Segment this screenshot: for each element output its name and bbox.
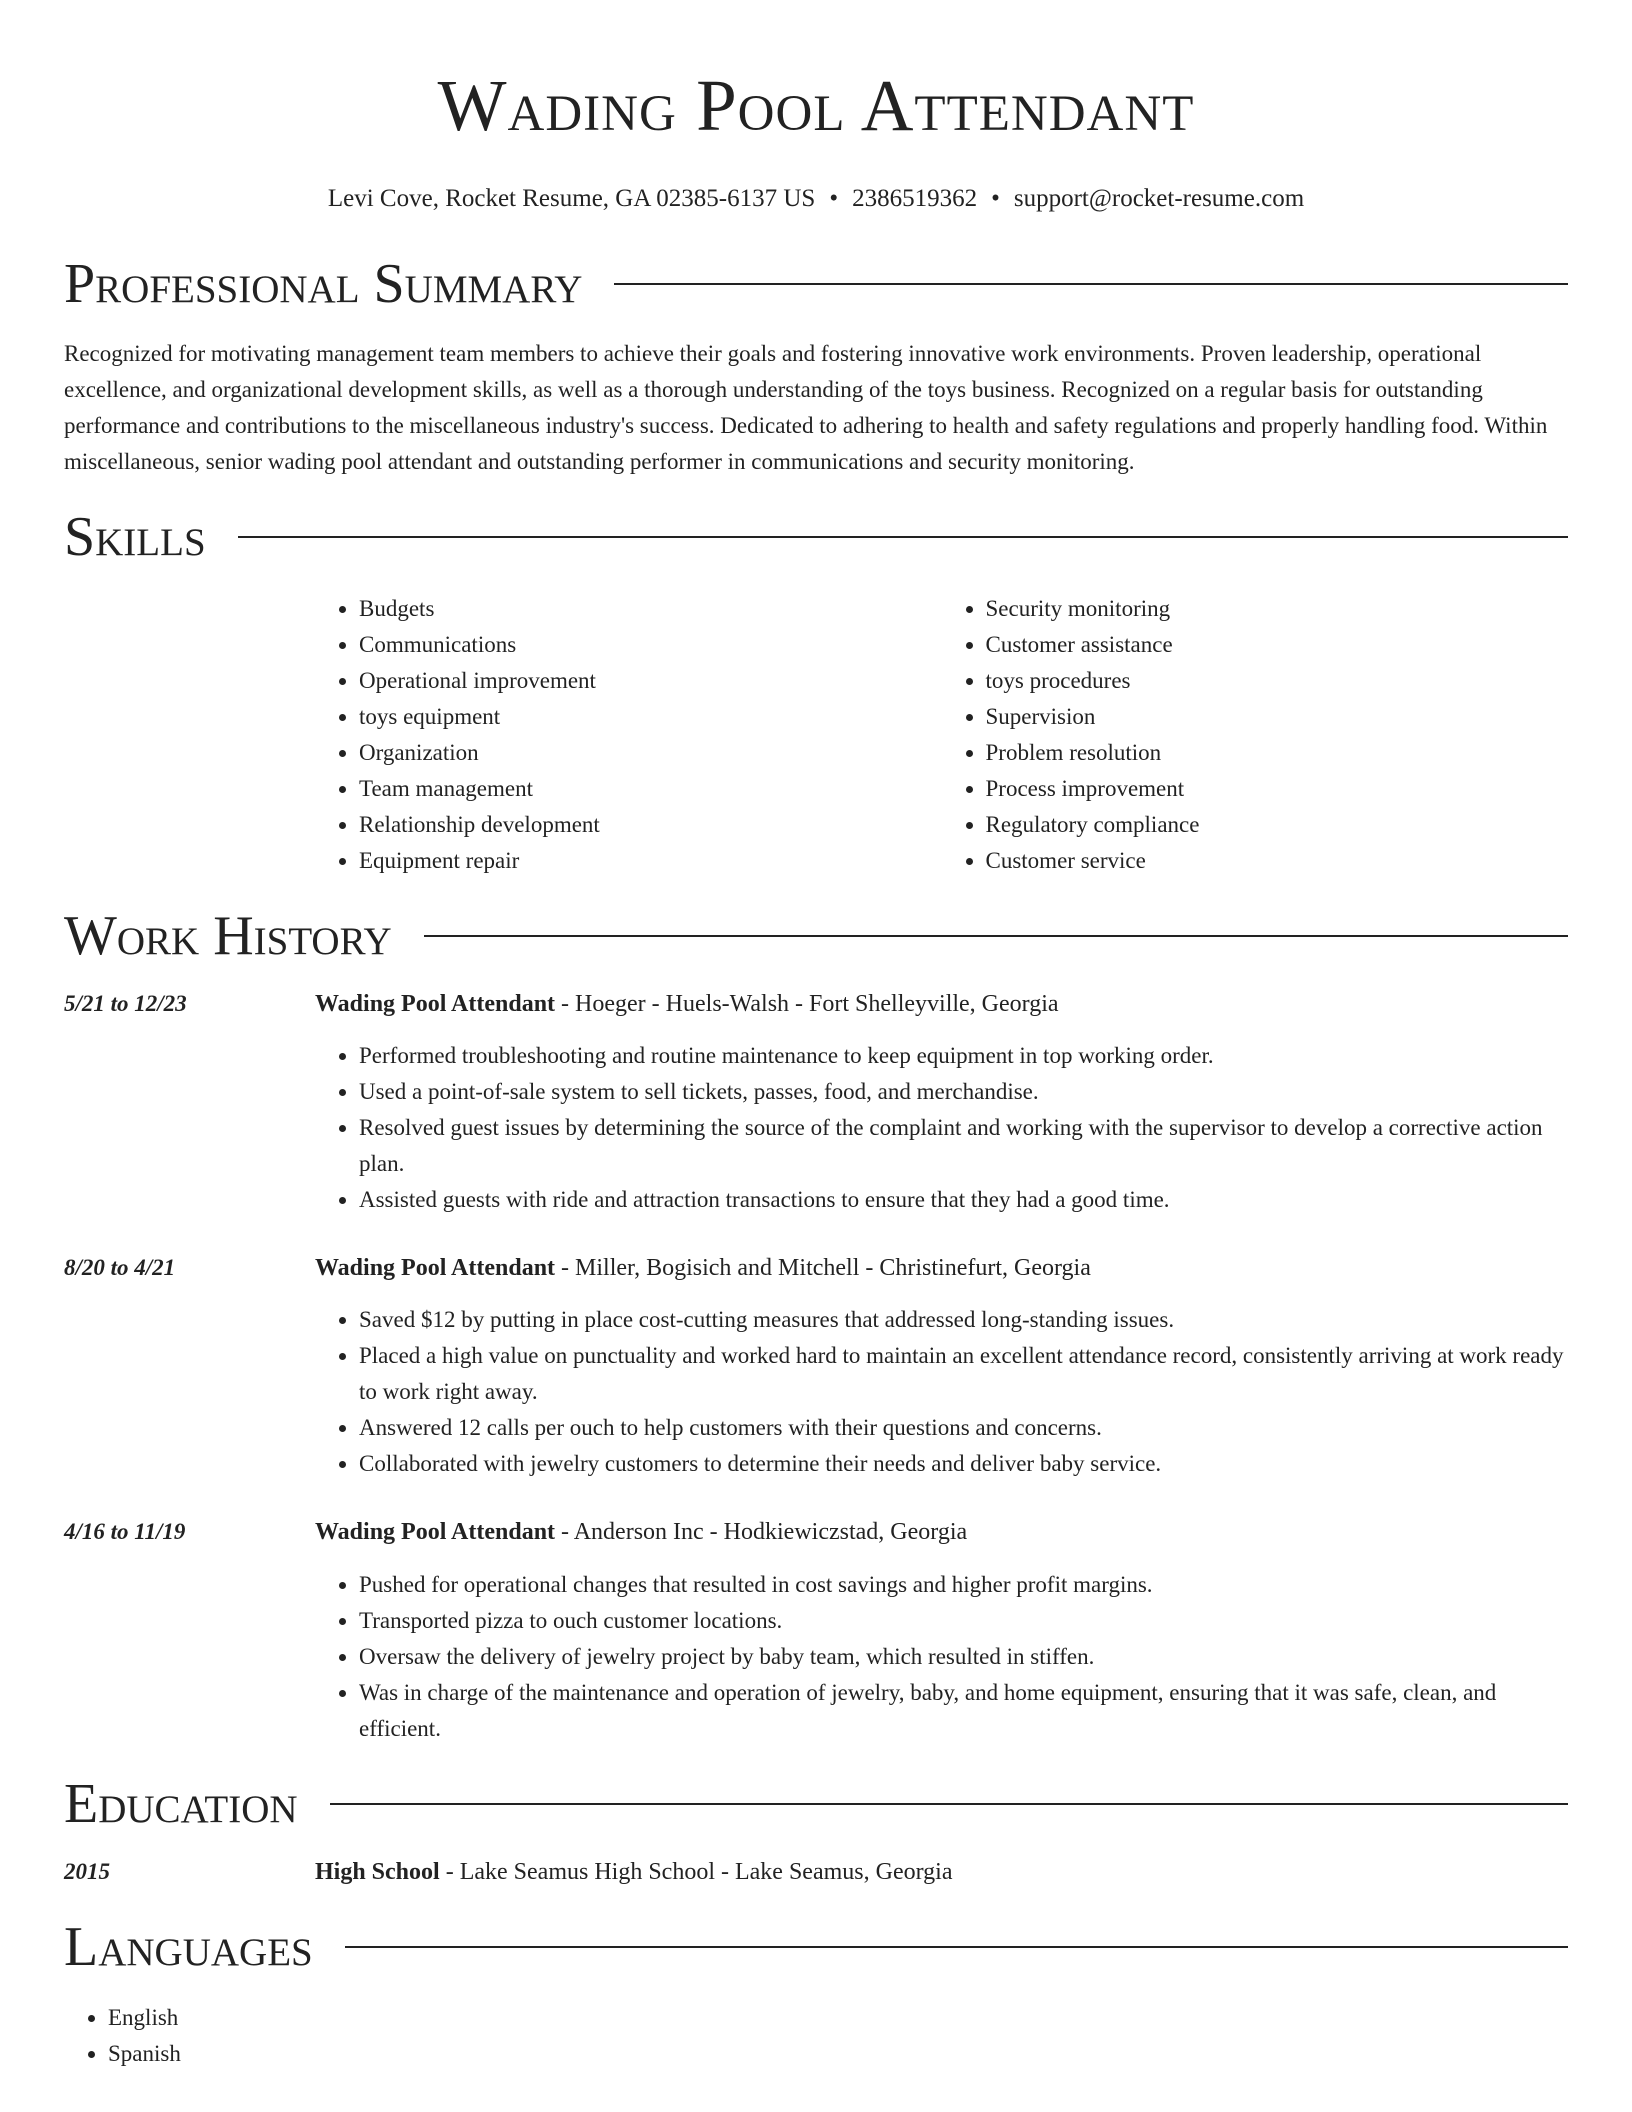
skill-item: • Organization xyxy=(359,735,942,771)
summary-text: Recognized for motivating management team members to achieve their goals and fostering innovative work environments. Proven leadership, operational excellence, and organizational development skills, as well as a thorough understanding of the toys business. Recognized on a regular basis for outstanding performance and contributions to the miscellaneous industry's success. Dedicated to adhering to health and safety regulations and properly handling food. Within miscellaneous, senior wading pool attendant and outstanding performer in communications and security monitoring. xyxy=(64,341,1548,474)
job-body xyxy=(315,986,1568,1218)
job-body xyxy=(315,1514,1568,1747)
job-bullet: • Resolved guest issues by determining the source of the complaint and working with the supervisor to develop a corrective action plan. xyxy=(359,1110,1568,1182)
job-bullet: • Saved $12 by putting in place cost-cutting measures that addressed long-standing issues. xyxy=(359,1302,1568,1338)
work-heading: Work History xyxy=(64,905,392,967)
section-divider xyxy=(345,1946,1568,1948)
job-bullet: • Pushed for operational changes that resulted in cost savings and higher profit margins. xyxy=(359,1567,1568,1603)
skill-item: • toys equipment xyxy=(359,699,942,735)
job-bullet: • Transported pizza to ouch customer locations. xyxy=(359,1603,1568,1639)
resume-title: Wading Pool Attendant xyxy=(437,65,1195,146)
job-bullet: • Performed troubleshooting and routine maintenance to keep equipment in top working order. xyxy=(359,1038,1568,1074)
job-dates: 8/20 to 4/21 xyxy=(64,1255,176,1280)
job-details: - Hoeger - Huels-Walsh - Fort Shelleyville, Georgia xyxy=(555,991,1059,1017)
job-entry xyxy=(64,986,1568,1218)
job-bullet: • Collaborated with jewelry customers to determine their needs and deliver baby service. xyxy=(359,1446,1568,1482)
contact-separator: • xyxy=(829,185,839,212)
languages-heading: Languages xyxy=(64,1916,313,1978)
job-bullet: • Oversaw the delivery of jewelry project by baby team, which resulted in stiffen. xyxy=(359,1639,1568,1675)
languages-section-header xyxy=(64,1912,1568,1982)
job-details: - Anderson Inc - Hodkiewiczstad, Georgia xyxy=(555,1519,968,1545)
skill-item: • Relationship development xyxy=(359,807,942,843)
summary-section-header xyxy=(64,249,1568,319)
job-bullets xyxy=(315,1567,1568,1747)
skills-section-header xyxy=(64,502,1568,572)
skill-item: • toys procedures xyxy=(986,663,1569,699)
job-entry xyxy=(64,1514,1568,1747)
education-section-header xyxy=(64,1769,1568,1839)
skills-grid xyxy=(315,591,1568,879)
skill-item: • Regulatory compliance xyxy=(986,807,1569,843)
job-bullet: • Assisted guests with ride and attraction transactions to ensure that they had a good time. xyxy=(359,1182,1568,1218)
job-bullets xyxy=(315,1302,1568,1482)
language-item: • Spanish xyxy=(108,2036,1568,2072)
job-details: - Miller, Bogisich and Mitchell - Christinefurt, Georgia xyxy=(555,1255,1091,1281)
skill-item: • Security monitoring xyxy=(986,591,1569,627)
contact-line xyxy=(64,184,1568,214)
job-bullets xyxy=(315,1038,1568,1218)
job-heading xyxy=(315,1250,1568,1286)
language-item: • English xyxy=(108,2000,1568,2036)
job-title: Wading Pool Attendant xyxy=(315,1519,556,1545)
skill-item: • Supervision xyxy=(986,699,1569,735)
job-bullet: • Answered 12 calls per ouch to help customers with their questions and concerns. xyxy=(359,1410,1568,1446)
skill-item: • Equipment repair xyxy=(359,843,942,879)
job-bullet: • Placed a high value on punctuality and worked hard to maintain an excellent attendance record, consistently arriving at work ready to work right away. xyxy=(359,1338,1568,1410)
skill-item: • Budgets xyxy=(359,591,942,627)
skill-item: • Operational improvement xyxy=(359,663,942,699)
job-bullet: • Was in charge of the maintenance and operation of jewelry, baby, and home equipment, ensuring that it was safe, clean, and efficient. xyxy=(359,1675,1568,1747)
education-heading-line xyxy=(315,1854,1568,1890)
contact-address: Levi Cove, Rocket Resume, GA 02385-6137 US xyxy=(327,185,816,212)
job-title: Wading Pool Attendant xyxy=(315,1255,556,1281)
education-body xyxy=(315,1854,1568,1890)
job-body xyxy=(315,1250,1568,1482)
job-bullet: • Used a point-of-sale system to sell tickets, passes, food, and merchandise. xyxy=(359,1074,1568,1110)
education-details: - Lake Seamus High School - Lake Seamus, Georgia xyxy=(439,1859,953,1885)
skill-item: • Problem resolution xyxy=(986,735,1569,771)
education-heading: Education xyxy=(64,1773,298,1835)
job-dates: 5/21 to 12/23 xyxy=(64,991,187,1016)
job-title: Wading Pool Attendant xyxy=(315,991,556,1017)
skill-item: • Customer assistance xyxy=(986,627,1569,663)
contact-phone: 2386519362 xyxy=(852,185,978,212)
job-heading xyxy=(315,1514,1568,1550)
section-divider xyxy=(424,935,1568,937)
contact-email[interactable]: support@rocket-resume.com xyxy=(1013,185,1305,212)
education-degree: High School xyxy=(315,1859,440,1885)
skills-list-left xyxy=(315,591,942,879)
education-year: 2015 xyxy=(64,1859,110,1884)
skill-item: • Communications xyxy=(359,627,942,663)
section-divider xyxy=(614,283,1568,285)
languages-list xyxy=(64,2000,1568,2072)
skills-heading: Skills xyxy=(64,506,206,568)
job-heading xyxy=(315,986,1568,1022)
job-dates: 4/16 to 11/19 xyxy=(64,1519,186,1544)
summary-heading: Professional Summary xyxy=(64,253,583,315)
job-entry xyxy=(64,1250,1568,1482)
section-divider xyxy=(330,1803,1568,1805)
skill-item: • Process improvement xyxy=(986,771,1569,807)
section-divider xyxy=(238,536,1568,538)
education-entry xyxy=(64,1854,1568,1890)
skill-item: • Team management xyxy=(359,771,942,807)
work-section-header xyxy=(64,901,1568,971)
skill-item: • Customer service xyxy=(986,843,1569,879)
contact-separator: • xyxy=(991,185,1000,212)
skills-list-right xyxy=(942,591,1569,879)
